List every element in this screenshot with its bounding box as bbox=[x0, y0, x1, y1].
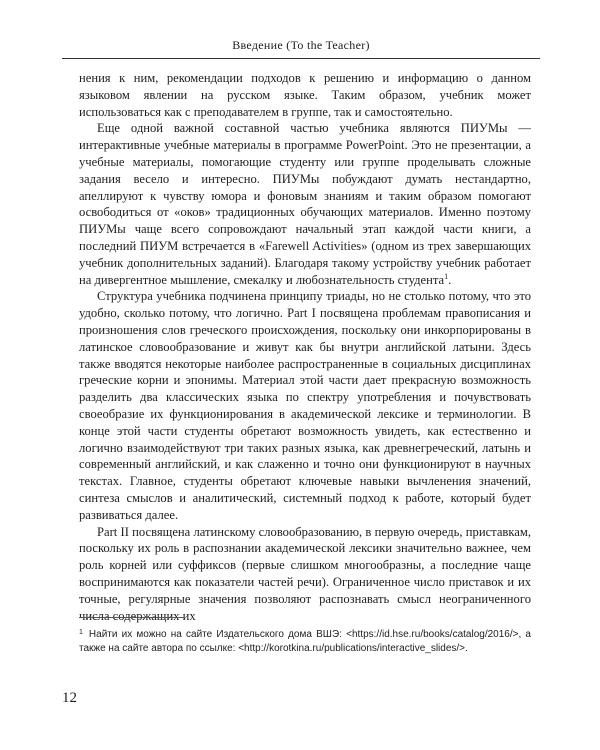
running-header: Введение (To the Teacher) bbox=[232, 38, 370, 52]
footnote-text: Найти их можно на сайте Издательского дома ВШЭ: <https://id.hse.ru/books/catalog/2016/>, а также на сайте автора по ссылке: <http://korotkina.ru/publications/interactive_slides/>. bbox=[79, 629, 531, 654]
footnote-reference: 1 bbox=[444, 271, 449, 281]
footnote-mark: 1 bbox=[79, 629, 83, 636]
paragraph-2-text: Еще одной важной составной частью учебника являются ПИУМы — интерактивные учебные материалы в программе PowerPoint. Это не презентации, а учебные материалы, помогающие студенту или группе проделывать сложные задания весело и интересно. ПИУМы побуждают думать нестандартно, апеллируют к чувству юмора и фоновым знаниям и таким образом помогают освободиться от «оков» традиционных обучающих материалов. Именно поэтому ПИУМы чаще всего сопровождают начальный этап каждой части книги, а последний ПИУМ встречается в «Farewell Activities» (одном из трех завершающих учебник дополнительных заданий). Благодаря такому устройству учебник работает на дивергентное мышление, смекалку и любознательность студента bbox=[79, 121, 531, 287]
paragraph-1: нения к ним, рекомендации подходов к решению и информацию о данном языковом явлении на русском языке. Таким образом, учебник может использоваться как с преподавателем в группе, так и самостоятельно. bbox=[79, 71, 531, 119]
footnote-rule bbox=[79, 617, 184, 618]
footnote bbox=[79, 626, 531, 656]
paragraph-3: Структура учебника подчинена принципу триады, но не столько потому, что это удобно, сколько потому, что логично. Part I посвящена проблемам правописания и произношения слов греческого происхождения, поскольку они инкорпорированы в латинское словообразование и живут как бы внутри английской латыни. Здесь также вводятся некоторые наиболее распространенные в социальных дисциплинах греческие корни и эпонимы. Материал этой части дает прекрасную возможность разделить два классических языка по спектру употребления и почувствовать своеобразие их функционирования в академической лексике и терминологии. В конце этой части студенты обретают возможность увидеть, как естественно и логично взаимодействуют три таких разных языка, как древнегреческий, латынь и современный английский, и как слаженно и точно они функционируют в научных текстах. Главное, студенты обретают ключевые навыки вычленения значений, синтеза смыслов и аналитический, системный подход к работе, который будет развиваться далее. bbox=[79, 289, 531, 522]
paragraph-4: Part II посвящена латинскому словообразованию, в первую очередь, приставкам, поскольку их роль в распознании академической лексики значительно важнее, чем роль корней или суффиксов (первые слишком многообразны, а последние чаще воспринимаются как показатели частей речи). Ограниченное число приставок и их точные, регулярные значения позволяют распознавать смысл неограниченного числа содержащих их bbox=[79, 524, 531, 623]
page-number: 12 bbox=[62, 690, 77, 706]
paragraph-2 bbox=[79, 120, 531, 288]
paragraph-2-end: . bbox=[448, 272, 452, 287]
main-text bbox=[79, 70, 531, 624]
header-rule bbox=[62, 58, 540, 59]
